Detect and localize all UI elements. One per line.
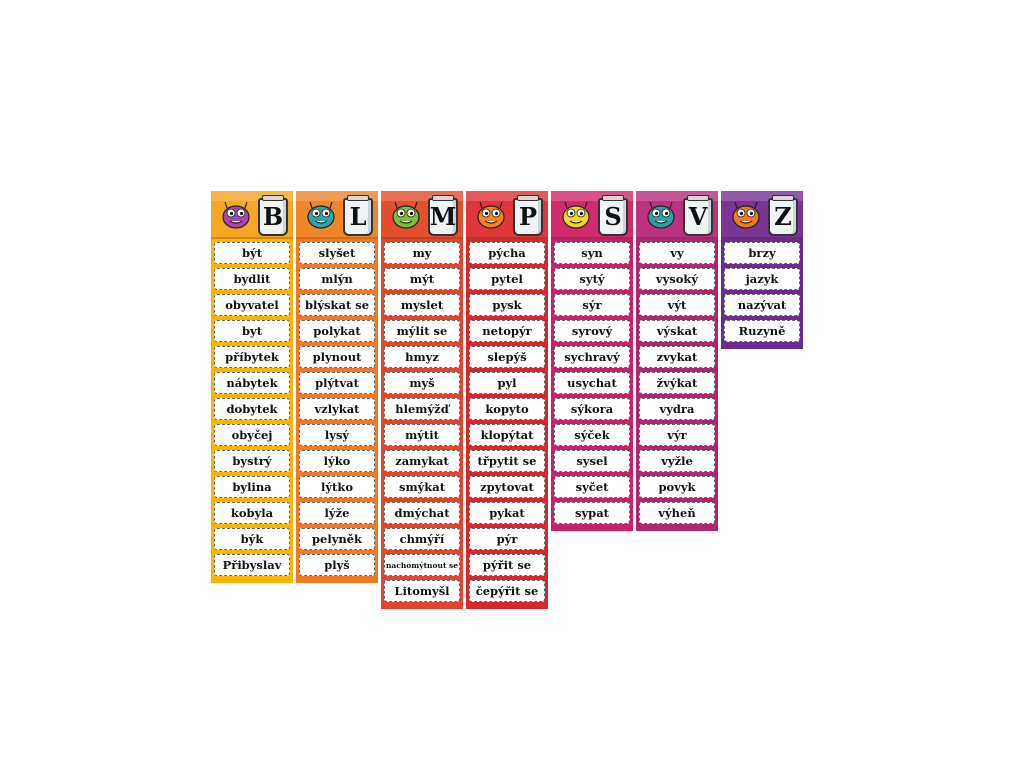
- letter-jar-icon: [683, 198, 713, 236]
- word-card: zamykat: [384, 450, 460, 472]
- word-card: plynout: [299, 346, 375, 368]
- word-card: výr: [639, 424, 715, 446]
- word-list: [551, 239, 633, 524]
- word-card: výskat: [639, 320, 715, 342]
- word-card: vydra: [639, 398, 715, 420]
- word-card: obyčej: [214, 424, 290, 446]
- column-z: [721, 191, 803, 349]
- word-card: plýtvat: [299, 372, 375, 394]
- column-letter: L: [349, 202, 367, 231]
- monster-icon: [474, 199, 508, 229]
- column-s: [551, 191, 633, 531]
- word-list: [636, 239, 718, 524]
- column-header: [636, 191, 718, 239]
- monster-icon: [644, 199, 678, 229]
- word-card: jazyk: [724, 268, 800, 290]
- word-card: byt: [214, 320, 290, 342]
- word-card: lysý: [299, 424, 375, 446]
- word-card: smýkat: [384, 476, 460, 498]
- word-card: nazývat: [724, 294, 800, 316]
- word-card: mýlit se: [384, 320, 460, 342]
- word-card: syrový: [554, 320, 630, 342]
- letter-jar-icon: [598, 198, 628, 236]
- word-card: dmýchat: [384, 502, 460, 524]
- monster-icon: [729, 199, 763, 229]
- word-card: syčet: [554, 476, 630, 498]
- column-letter: P: [518, 202, 538, 231]
- word-card: výt: [639, 294, 715, 316]
- word-card: Litomyšl: [384, 580, 460, 602]
- word-list: [721, 239, 803, 342]
- word-card: pykat: [469, 502, 545, 524]
- word-card: syn: [554, 242, 630, 264]
- word-card: Ruzyně: [724, 320, 800, 342]
- word-card: vyžle: [639, 450, 715, 472]
- column-b: [211, 191, 293, 583]
- column-header: [296, 191, 378, 239]
- word-card: pysk: [469, 294, 545, 316]
- word-list: [381, 239, 463, 602]
- word-card: vzlykat: [299, 398, 375, 420]
- column-header: [551, 191, 633, 239]
- word-card: klopýtat: [469, 424, 545, 446]
- word-card: povyk: [639, 476, 715, 498]
- word-card: obyvatel: [214, 294, 290, 316]
- word-card: bylina: [214, 476, 290, 498]
- word-list: [296, 239, 378, 576]
- column-letter: S: [604, 202, 622, 231]
- word-card: plyš: [299, 554, 375, 576]
- word-card: pelyněk: [299, 528, 375, 550]
- letter-jar-icon: [343, 198, 373, 236]
- word-card: zvykat: [639, 346, 715, 368]
- word-card: sytý: [554, 268, 630, 290]
- column-header: [466, 191, 548, 239]
- word-card: Přibyslav: [214, 554, 290, 576]
- word-card: lýtko: [299, 476, 375, 498]
- word-card: sýkora: [554, 398, 630, 420]
- word-card: mýt: [384, 268, 460, 290]
- word-card: čepýřit se: [469, 580, 545, 602]
- word-card: pyl: [469, 372, 545, 394]
- column-header: [381, 191, 463, 239]
- word-list: [466, 239, 548, 602]
- letter-jar-icon: [513, 198, 543, 236]
- word-card: sypat: [554, 502, 630, 524]
- monster-icon: [219, 199, 253, 229]
- word-card: pýcha: [469, 242, 545, 264]
- column-p: [466, 191, 548, 609]
- word-card: chmýří: [384, 528, 460, 550]
- word-card: brzy: [724, 242, 800, 264]
- word-card: zpytovat: [469, 476, 545, 498]
- word-card: pýřit se: [469, 554, 545, 576]
- word-card: slyšet: [299, 242, 375, 264]
- column-letter: M: [429, 202, 457, 231]
- word-card: žvýkat: [639, 372, 715, 394]
- column-header: [211, 191, 293, 239]
- word-card: netopýr: [469, 320, 545, 342]
- word-card: sychravý: [554, 346, 630, 368]
- word-list: [211, 239, 293, 576]
- word-card: blýskat se: [299, 294, 375, 316]
- word-card: sýček: [554, 424, 630, 446]
- word-card: bydlit: [214, 268, 290, 290]
- word-card: sýr: [554, 294, 630, 316]
- word-card: kobyla: [214, 502, 290, 524]
- word-card: hlemýžď: [384, 398, 460, 420]
- word-card: pytel: [469, 268, 545, 290]
- word-card: slepýš: [469, 346, 545, 368]
- word-card: bystrý: [214, 450, 290, 472]
- monster-icon: [389, 199, 423, 229]
- word-card: sysel: [554, 450, 630, 472]
- word-card: my: [384, 242, 460, 264]
- word-card: být: [214, 242, 290, 264]
- column-v: [636, 191, 718, 531]
- letter-jar-icon: [258, 198, 288, 236]
- column-m: [381, 191, 463, 609]
- column-letter: B: [262, 202, 284, 231]
- word-card: dobytek: [214, 398, 290, 420]
- word-card: nábytek: [214, 372, 290, 394]
- word-card: býk: [214, 528, 290, 550]
- vyjmenovana-slova-board: [211, 191, 803, 609]
- column-letter: V: [688, 202, 708, 231]
- word-card: polykat: [299, 320, 375, 342]
- word-card: pýr: [469, 528, 545, 550]
- word-card: vysoký: [639, 268, 715, 290]
- word-card: lýže: [299, 502, 375, 524]
- word-card: vy: [639, 242, 715, 264]
- word-card: myš: [384, 372, 460, 394]
- column-letter: Z: [774, 202, 792, 231]
- word-card: nachomýtnout se: [384, 554, 460, 576]
- column-l: [296, 191, 378, 583]
- word-card: příbytek: [214, 346, 290, 368]
- word-card: lýko: [299, 450, 375, 472]
- word-card: hmyz: [384, 346, 460, 368]
- column-header: [721, 191, 803, 239]
- word-card: třpytit se: [469, 450, 545, 472]
- word-card: kopyto: [469, 398, 545, 420]
- letter-jar-icon: [768, 198, 798, 236]
- word-card: mýtit: [384, 424, 460, 446]
- word-card: usychat: [554, 372, 630, 394]
- monster-icon: [304, 199, 338, 229]
- monster-icon: [559, 199, 593, 229]
- word-card: mlýn: [299, 268, 375, 290]
- letter-jar-icon: [428, 198, 458, 236]
- word-card: výheň: [639, 502, 715, 524]
- word-card: myslet: [384, 294, 460, 316]
